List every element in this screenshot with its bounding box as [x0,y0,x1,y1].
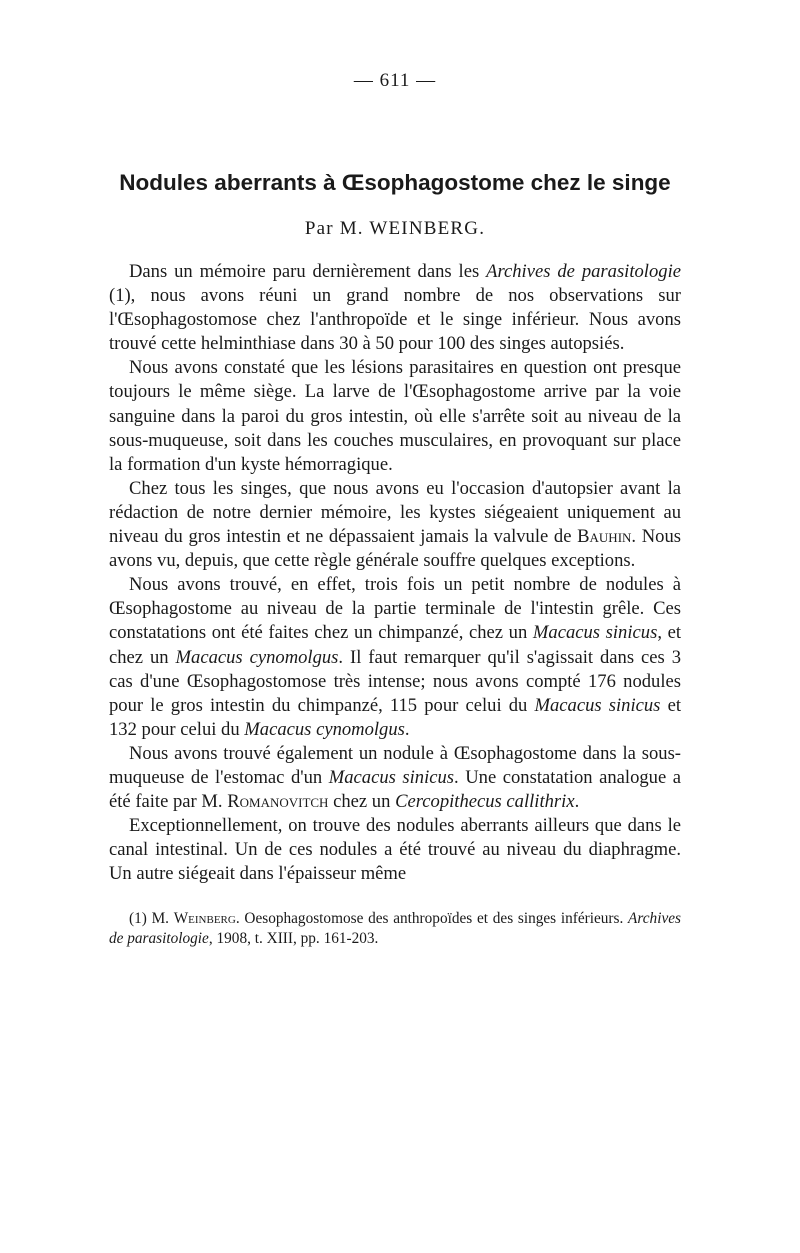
document-page [109,70,681,949]
paragraph-5 [109,742,681,814]
species-name: Macacus sinicus [328,766,455,788]
text-run: . [574,791,580,813]
text-run: Nous avons trouvé également un nodule à Œsophagostome dans la sous-muqueuse de l'estomac d'un [109,742,681,788]
paragraph-4 [109,573,681,742]
footnote [109,909,681,949]
text-run: . Une constatation analogue a été faite par M. [109,766,681,813]
article-body [109,260,681,886]
person-name: Romanovitch [227,791,329,813]
journal-title: Archives de parasitologie [109,910,681,948]
text-run: . [404,718,410,740]
text-run: chez un [328,791,396,813]
author-name: WEINBERG. [369,218,486,239]
text-run: Chez tous les singes, que nous avons eu l'occasion d'autopsier avant la rédaction de notre dernier mémoire, les kystes siégeaient uniquement au niveau du gros intestin et ne dépassaient jamais la valvule de [109,477,681,548]
species-name: Macacus sinicus [534,694,661,716]
species-name: Macacus sinicus [532,622,658,644]
text-run: Nous avons constaté que les lésions parasitaires en question ont presque toujours le même siège. La larve de l'Œsophagostome arrive par la voie sanguine dans la paroi du gros intestin, où elle s'arrête soit au niveau de la sous-muqueuse, soit dans les couches musculaires, en provoquant sur place la formation d'un kyste hémorragique. [109,357,681,475]
text-run: , 1908, t. XIII, pp. 161-203. [208,930,379,948]
person-name: Weinberg [173,910,236,928]
page-number: — 611 — [353,70,437,91]
text-run: et 132 pour celui du [109,694,681,740]
paragraph-1 [109,260,681,356]
text-run: Dans un mémoire paru dernièrement dans les [129,261,487,282]
byline-prefix: Par M. [304,218,364,239]
footnote-marker: (1) M. [129,910,174,928]
paragraph-2 [109,356,681,476]
person-name: Bauhin [577,526,632,548]
text-run: (1), nous avons réuni un grand nombre de nos observations sur l'Œsophagostomose chez l'anthropoïde et le singe inférieur. Nous avons trouvé cette helminthiase dans 30 à 50 pour 100 des singes autopsiés. [109,285,681,355]
species-name: Cercopithecus callithrix [395,791,575,813]
journal-title: Archives de parasitologie [486,261,681,282]
article-title: Nodules aberrants à Œsophagostome chez le singe [119,170,671,195]
paragraph-6 [109,814,681,886]
species-name: Macacus cynomolgus [244,718,405,740]
species-name: Macacus cynomolgus [175,646,339,668]
byline [109,218,681,240]
text-run: Exceptionnellement, on trouve des nodules aberrants ailleurs que dans le canal intestinal. Un de ces nodules a été trouvé au niveau du diaphragme. Un autre siégeait dans l'épaisseur même [109,815,681,885]
text-run: . Nous avons vu, depuis, que cette règle générale souffre quelques exceptions. [109,526,681,572]
text-run: . Il faut remarquer qu'il s'agissait dans ces 3 cas d'une Œsophagostomose très intense; nous avons compté 176 nodules pour le gros intestin du chimpanzé, 115 pour celui du [109,646,681,716]
text-run: , et chez un [109,622,682,668]
paragraph-3 [109,477,681,573]
text-run: Nous avons trouvé, en effet, trois fois un petit nombre de nodules à Œsophagostome au niveau de la partie terminale de l'intestin grêle. Ces constatations ont été faites chez un chimpanzé, chez un [109,574,681,644]
text-run: . Oesophagostomose des anthropoïdes et des singes inférieurs. [235,910,629,928]
